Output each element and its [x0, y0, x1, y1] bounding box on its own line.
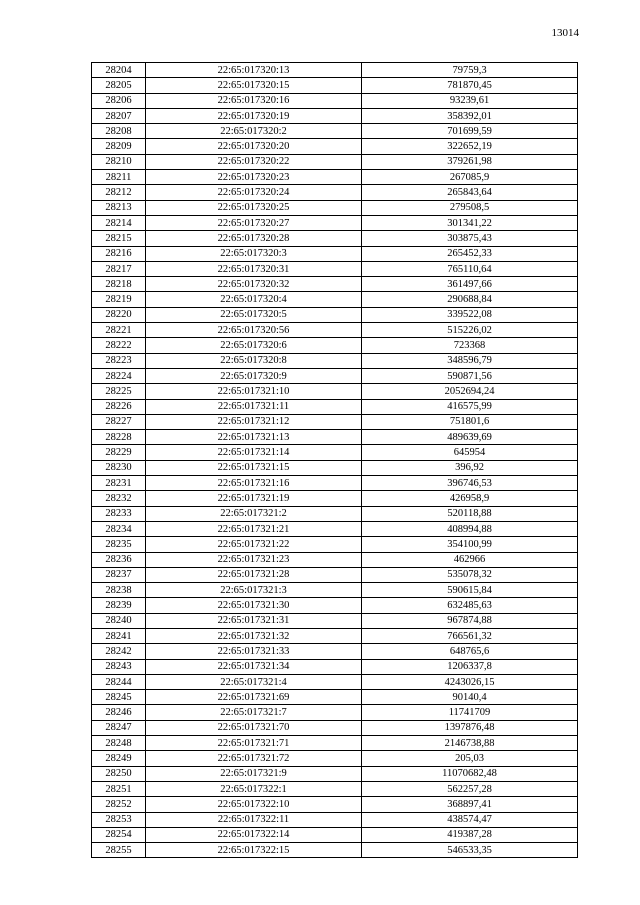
- cadastral-number-cell: 22:65:017320:2: [146, 124, 362, 139]
- row-number-cell: 28254: [92, 827, 146, 842]
- cadastral-number-cell: 22:65:017321:12: [146, 414, 362, 429]
- value-cell: 751801,6: [362, 414, 578, 429]
- row-number-cell: 28219: [92, 292, 146, 307]
- table-row: [92, 185, 578, 200]
- row-number-cell: 28207: [92, 108, 146, 123]
- row-number-cell: 28204: [92, 63, 146, 78]
- cadastral-number-cell: 22:65:017320:16: [146, 93, 362, 108]
- table-row: [92, 720, 578, 735]
- cadastral-number-cell: 22:65:017321:23: [146, 552, 362, 567]
- cadastral-number-cell: 22:65:017321:16: [146, 476, 362, 491]
- row-number-cell: 28243: [92, 659, 146, 674]
- row-number-cell: 28235: [92, 537, 146, 552]
- value-cell: 645954: [362, 445, 578, 460]
- table-row: [92, 93, 578, 108]
- value-cell: 562257,28: [362, 781, 578, 796]
- row-number-cell: 28211: [92, 170, 146, 185]
- cadastral-number-cell: 22:65:017320:3: [146, 246, 362, 261]
- row-number-cell: 28229: [92, 445, 146, 460]
- cadastral-number-cell: 22:65:017321:33: [146, 644, 362, 659]
- cadastral-number-cell: 22:65:017320:56: [146, 323, 362, 338]
- row-number-cell: 28213: [92, 200, 146, 215]
- table-row: [92, 613, 578, 628]
- table-row: [92, 215, 578, 230]
- cadastral-number-cell: 22:65:017321:32: [146, 628, 362, 643]
- table-row: [92, 736, 578, 751]
- row-number-cell: 28212: [92, 185, 146, 200]
- value-cell: 205,03: [362, 751, 578, 766]
- table-row: [92, 537, 578, 552]
- value-cell: 520118,88: [362, 506, 578, 521]
- table-row: [92, 353, 578, 368]
- value-cell: 419387,28: [362, 827, 578, 842]
- value-cell: 90140,4: [362, 690, 578, 705]
- value-cell: 426958,9: [362, 491, 578, 506]
- table-row: [92, 751, 578, 766]
- cadastral-number-cell: 22:65:017322:1: [146, 781, 362, 796]
- table-row: [92, 231, 578, 246]
- row-number-cell: 28217: [92, 261, 146, 276]
- row-number-cell: 28224: [92, 368, 146, 383]
- row-number-cell: 28228: [92, 430, 146, 445]
- row-number-cell: 28222: [92, 338, 146, 353]
- value-cell: 546533,35: [362, 843, 578, 858]
- value-cell: 438574,47: [362, 812, 578, 827]
- value-cell: 368897,41: [362, 797, 578, 812]
- row-number-cell: 28208: [92, 124, 146, 139]
- cadastral-number-cell: 22:65:017321:19: [146, 491, 362, 506]
- value-cell: 322652,19: [362, 139, 578, 154]
- registry-table: [91, 62, 578, 858]
- value-cell: 701699,59: [362, 124, 578, 139]
- row-number-cell: 28247: [92, 720, 146, 735]
- row-number-cell: 28237: [92, 567, 146, 582]
- cadastral-number-cell: 22:65:017321:71: [146, 736, 362, 751]
- value-cell: 590871,56: [362, 368, 578, 383]
- cadastral-number-cell: 22:65:017321:72: [146, 751, 362, 766]
- value-cell: 4243026,15: [362, 674, 578, 689]
- table-row: [92, 246, 578, 261]
- table-row: [92, 139, 578, 154]
- row-number-cell: 28248: [92, 736, 146, 751]
- table-row: [92, 307, 578, 322]
- cadastral-number-cell: 22:65:017321:34: [146, 659, 362, 674]
- cadastral-number-cell: 22:65:017320:25: [146, 200, 362, 215]
- table-row: [92, 521, 578, 536]
- cadastral-number-cell: 22:65:017320:27: [146, 215, 362, 230]
- table-row: [92, 200, 578, 215]
- value-cell: 79759,3: [362, 63, 578, 78]
- table-row: [92, 628, 578, 643]
- value-cell: 590615,84: [362, 583, 578, 598]
- table-row: [92, 430, 578, 445]
- value-cell: 339522,08: [362, 307, 578, 322]
- table-row: [92, 705, 578, 720]
- cadastral-number-cell: 22:65:017321:9: [146, 766, 362, 781]
- cadastral-number-cell: 22:65:017321:69: [146, 690, 362, 705]
- value-cell: 348596,79: [362, 353, 578, 368]
- value-cell: 462966: [362, 552, 578, 567]
- row-number-cell: 28225: [92, 384, 146, 399]
- cadastral-number-cell: 22:65:017321:22: [146, 537, 362, 552]
- table-row: [92, 460, 578, 475]
- page-number: 13014: [551, 27, 579, 39]
- cadastral-number-cell: 22:65:017322:14: [146, 827, 362, 842]
- table-row: [92, 567, 578, 582]
- table-body: [92, 63, 578, 858]
- table-row: [92, 827, 578, 842]
- row-number-cell: 28239: [92, 598, 146, 613]
- table-row: [92, 124, 578, 139]
- table-row: [92, 690, 578, 705]
- cadastral-number-cell: 22:65:017322:15: [146, 843, 362, 858]
- value-cell: 535078,32: [362, 567, 578, 582]
- table-row: [92, 659, 578, 674]
- cadastral-number-cell: 22:65:017320:32: [146, 277, 362, 292]
- cadastral-number-cell: 22:65:017320:15: [146, 78, 362, 93]
- table-row: [92, 476, 578, 491]
- cadastral-number-cell: 22:65:017321:4: [146, 674, 362, 689]
- value-cell: 489639,69: [362, 430, 578, 445]
- cadastral-number-cell: 22:65:017320:23: [146, 170, 362, 185]
- cadastral-number-cell: 22:65:017320:4: [146, 292, 362, 307]
- value-cell: 354100,99: [362, 537, 578, 552]
- row-number-cell: 28226: [92, 399, 146, 414]
- value-cell: 379261,98: [362, 154, 578, 169]
- table-row: [92, 797, 578, 812]
- row-number-cell: 28220: [92, 307, 146, 322]
- table-row: [92, 170, 578, 185]
- value-cell: 93239,61: [362, 93, 578, 108]
- row-number-cell: 28245: [92, 690, 146, 705]
- cadastral-number-cell: 22:65:017320:6: [146, 338, 362, 353]
- cadastral-number-cell: 22:65:017320:13: [146, 63, 362, 78]
- cadastral-number-cell: 22:65:017320:5: [146, 307, 362, 322]
- row-number-cell: 28223: [92, 353, 146, 368]
- row-number-cell: 28244: [92, 674, 146, 689]
- value-cell: 408994,88: [362, 521, 578, 536]
- row-number-cell: 28252: [92, 797, 146, 812]
- cadastral-number-cell: 22:65:017320:22: [146, 154, 362, 169]
- row-number-cell: 28238: [92, 583, 146, 598]
- row-number-cell: 28230: [92, 460, 146, 475]
- cadastral-number-cell: 22:65:017321:2: [146, 506, 362, 521]
- cadastral-number-cell: 22:65:017321:30: [146, 598, 362, 613]
- cadastral-number-cell: 22:65:017321:3: [146, 583, 362, 598]
- value-cell: 265843,64: [362, 185, 578, 200]
- cadastral-number-cell: 22:65:017320:31: [146, 261, 362, 276]
- row-number-cell: 28205: [92, 78, 146, 93]
- table-row: [92, 674, 578, 689]
- row-number-cell: 28215: [92, 231, 146, 246]
- table-row: [92, 414, 578, 429]
- value-cell: 515226,02: [362, 323, 578, 338]
- cadastral-number-cell: 22:65:017321:11: [146, 399, 362, 414]
- row-number-cell: 28210: [92, 154, 146, 169]
- cadastral-number-cell: 22:65:017322:10: [146, 797, 362, 812]
- table-row: [92, 323, 578, 338]
- table-row: [92, 766, 578, 781]
- cadastral-number-cell: 22:65:017321:14: [146, 445, 362, 460]
- value-cell: 358392,01: [362, 108, 578, 123]
- value-cell: 2146738,88: [362, 736, 578, 751]
- value-cell: 766561,32: [362, 628, 578, 643]
- row-number-cell: 28250: [92, 766, 146, 781]
- cadastral-number-cell: 22:65:017320:28: [146, 231, 362, 246]
- table-row: [92, 781, 578, 796]
- cadastral-number-cell: 22:65:017321:28: [146, 567, 362, 582]
- row-number-cell: 28234: [92, 521, 146, 536]
- cadastral-number-cell: 22:65:017321:70: [146, 720, 362, 735]
- value-cell: 301341,22: [362, 215, 578, 230]
- row-number-cell: 28231: [92, 476, 146, 491]
- value-cell: 2052694,24: [362, 384, 578, 399]
- table-row: [92, 63, 578, 78]
- row-number-cell: 28240: [92, 613, 146, 628]
- cadastral-number-cell: 22:65:017322:11: [146, 812, 362, 827]
- cadastral-number-cell: 22:65:017321:13: [146, 430, 362, 445]
- table-row: [92, 261, 578, 276]
- value-cell: 967874,88: [362, 613, 578, 628]
- table-row: [92, 598, 578, 613]
- table-row: [92, 812, 578, 827]
- table-row: [92, 399, 578, 414]
- cadastral-number-cell: 22:65:017320:19: [146, 108, 362, 123]
- cadastral-number-cell: 22:65:017321:7: [146, 705, 362, 720]
- value-cell: 416575,99: [362, 399, 578, 414]
- table-row: [92, 384, 578, 399]
- row-number-cell: 28221: [92, 323, 146, 338]
- value-cell: 723368: [362, 338, 578, 353]
- value-cell: 648765,6: [362, 644, 578, 659]
- table-row: [92, 154, 578, 169]
- row-number-cell: 28214: [92, 215, 146, 230]
- cadastral-number-cell: 22:65:017320:24: [146, 185, 362, 200]
- value-cell: 1397876,48: [362, 720, 578, 735]
- table-row: [92, 277, 578, 292]
- row-number-cell: 28232: [92, 491, 146, 506]
- value-cell: 396,92: [362, 460, 578, 475]
- row-number-cell: 28241: [92, 628, 146, 643]
- value-cell: 361497,66: [362, 277, 578, 292]
- row-number-cell: 28216: [92, 246, 146, 261]
- table-row: [92, 843, 578, 858]
- row-number-cell: 28255: [92, 843, 146, 858]
- row-number-cell: 28246: [92, 705, 146, 720]
- table-row: [92, 491, 578, 506]
- table-row: [92, 292, 578, 307]
- cadastral-number-cell: 22:65:017320:9: [146, 368, 362, 383]
- cadastral-number-cell: 22:65:017321:21: [146, 521, 362, 536]
- value-cell: 290688,84: [362, 292, 578, 307]
- table-row: [92, 583, 578, 598]
- table-row: [92, 78, 578, 93]
- value-cell: 11741709: [362, 705, 578, 720]
- row-number-cell: 28233: [92, 506, 146, 521]
- table-row: [92, 506, 578, 521]
- row-number-cell: 28218: [92, 277, 146, 292]
- row-number-cell: 28251: [92, 781, 146, 796]
- row-number-cell: 28253: [92, 812, 146, 827]
- cadastral-number-cell: 22:65:017320:20: [146, 139, 362, 154]
- value-cell: 11070682,48: [362, 766, 578, 781]
- cadastral-number-cell: 22:65:017321:31: [146, 613, 362, 628]
- value-cell: 765110,64: [362, 261, 578, 276]
- value-cell: 265452,33: [362, 246, 578, 261]
- table-row: [92, 644, 578, 659]
- value-cell: 396746,53: [362, 476, 578, 491]
- value-cell: 632485,63: [362, 598, 578, 613]
- table-row: [92, 338, 578, 353]
- row-number-cell: 28249: [92, 751, 146, 766]
- cadastral-number-cell: 22:65:017320:8: [146, 353, 362, 368]
- value-cell: 279508,5: [362, 200, 578, 215]
- row-number-cell: 28206: [92, 93, 146, 108]
- value-cell: 1206337,8: [362, 659, 578, 674]
- row-number-cell: 28209: [92, 139, 146, 154]
- value-cell: 303875,43: [362, 231, 578, 246]
- cadastral-number-cell: 22:65:017321:15: [146, 460, 362, 475]
- table-row: [92, 445, 578, 460]
- row-number-cell: 28236: [92, 552, 146, 567]
- value-cell: 781870,45: [362, 78, 578, 93]
- row-number-cell: 28227: [92, 414, 146, 429]
- table-row: [92, 108, 578, 123]
- cadastral-number-cell: 22:65:017321:10: [146, 384, 362, 399]
- table-row: [92, 368, 578, 383]
- row-number-cell: 28242: [92, 644, 146, 659]
- table-row: [92, 552, 578, 567]
- value-cell: 267085,9: [362, 170, 578, 185]
